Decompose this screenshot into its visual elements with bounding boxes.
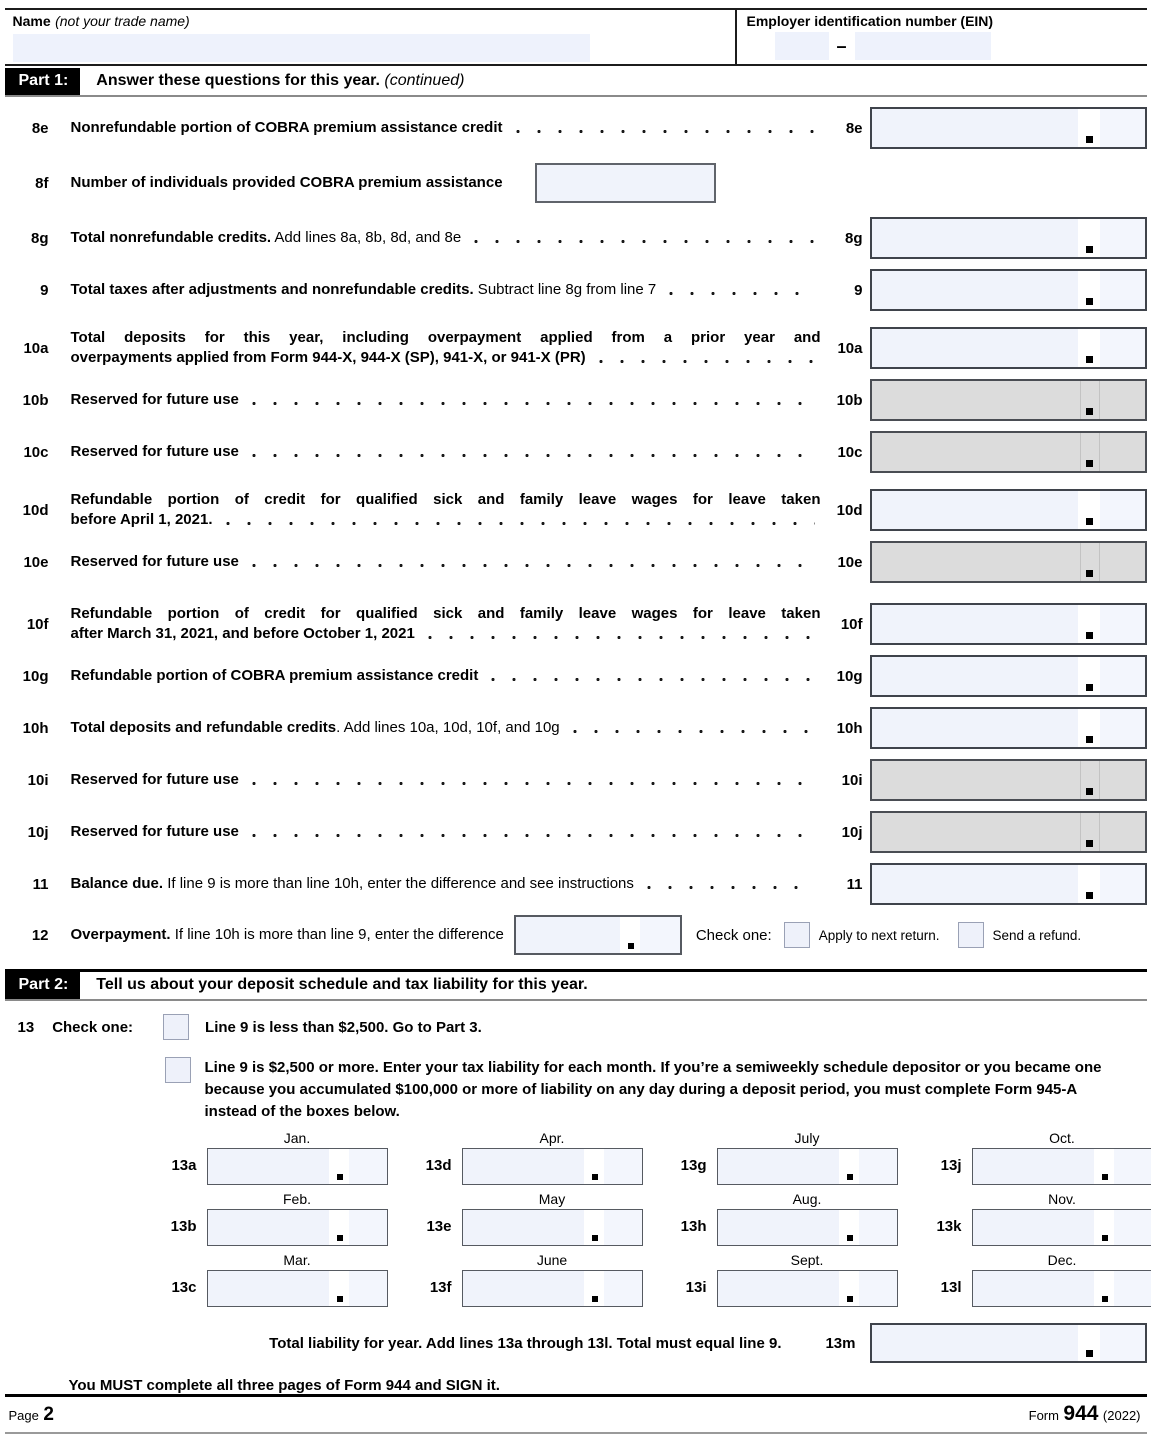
row-text: Total deposits and refundable credits bbox=[71, 719, 337, 736]
line-13k-amount-box[interactable] bbox=[972, 1209, 1151, 1246]
ein-first-input[interactable] bbox=[775, 32, 829, 60]
dot-leader bbox=[490, 677, 814, 682]
row-box-label: 9 bbox=[821, 282, 863, 299]
month-name: Mar. bbox=[207, 1252, 388, 1268]
row-number: 10d bbox=[5, 502, 49, 519]
overpayment-refund-label: Send a refund. bbox=[993, 928, 1082, 943]
decimal-point bbox=[1086, 356, 1093, 363]
month-cell-13a bbox=[157, 1130, 388, 1185]
decimal-point bbox=[1086, 684, 1093, 691]
row-text-line2: after March 31, 2021, and before October 1, 2021 bbox=[71, 625, 415, 642]
month-line-label: 13f bbox=[412, 1279, 452, 1296]
ein-dash: – bbox=[837, 36, 847, 57]
decimal-point bbox=[1086, 570, 1093, 577]
decimal-point bbox=[592, 1296, 598, 1302]
form-row-13m bbox=[5, 1323, 1147, 1363]
decimal-point bbox=[1086, 788, 1093, 795]
form-row-10c bbox=[5, 431, 1147, 473]
line-13b-amount-box[interactable] bbox=[207, 1209, 388, 1246]
sign-reminder-note: You MUST complete all three pages of Form 944 and SIGN it. bbox=[69, 1377, 1147, 1394]
row-number: 10h bbox=[5, 720, 49, 737]
row-box-label: 10f bbox=[821, 616, 863, 633]
row-text-line1: Total deposits for this year, including overpayment applied from a prior year and bbox=[71, 328, 821, 348]
dot-leader bbox=[251, 401, 815, 406]
form-row-10d bbox=[5, 489, 1147, 531]
form-row-10b bbox=[5, 379, 1147, 421]
decimal-point bbox=[1102, 1235, 1108, 1241]
line-13i-amount-box[interactable] bbox=[717, 1270, 898, 1307]
overpayment-apply-checkbox[interactable] bbox=[784, 922, 810, 948]
month-name: Aug. bbox=[717, 1191, 898, 1207]
line-10c-reserved-box bbox=[870, 431, 1147, 473]
month-cell-13g bbox=[667, 1130, 898, 1185]
line-10a-amount-box[interactable] bbox=[870, 327, 1147, 369]
dot-leader bbox=[572, 729, 815, 734]
form-row-10g bbox=[5, 655, 1147, 697]
line-13m-amount-box[interactable] bbox=[870, 1323, 1147, 1363]
line-13j-amount-box[interactable] bbox=[972, 1148, 1151, 1185]
line-8e-amount-box[interactable] bbox=[870, 107, 1147, 149]
row-text: Total nonrefundable credits. bbox=[71, 229, 272, 246]
row-number: 12 bbox=[5, 927, 49, 944]
row-box-label: 8e bbox=[821, 120, 863, 137]
month-line-label: 13j bbox=[922, 1157, 962, 1174]
decimal-point bbox=[1086, 736, 1093, 743]
row-text: Reserved for future use bbox=[71, 553, 239, 570]
form-row-10j bbox=[5, 811, 1147, 853]
month-line-label: 13b bbox=[157, 1218, 197, 1235]
month-cell-13k bbox=[922, 1191, 1151, 1246]
line-10b-reserved-box bbox=[870, 379, 1147, 421]
row-number: 8g bbox=[5, 230, 49, 247]
row-text: Reserved for future use bbox=[71, 443, 239, 460]
row-box-label: 10e bbox=[821, 554, 863, 571]
form-row-13-option2 bbox=[5, 1057, 1147, 1122]
form-row-9: 9 Total taxes after adjustments and nonrefundable credits. Subtract line 8g from line 7 9 bbox=[5, 269, 1147, 311]
name-hint: (not your trade name) bbox=[55, 13, 190, 29]
footer bbox=[5, 1394, 1147, 1434]
part2-header-bar bbox=[5, 969, 1147, 1001]
month-cell-13c bbox=[157, 1252, 388, 1307]
decimal-point bbox=[1102, 1174, 1108, 1180]
row-number: 10c bbox=[5, 444, 49, 461]
month-cell-13b bbox=[157, 1191, 388, 1246]
line-13h-amount-box[interactable] bbox=[717, 1209, 898, 1246]
month-name: Dec. bbox=[972, 1252, 1151, 1268]
line-10e-reserved-box bbox=[870, 541, 1147, 583]
identity-section bbox=[5, 8, 1147, 66]
line-10g-amount-box[interactable] bbox=[870, 655, 1147, 697]
name-cell bbox=[5, 10, 735, 64]
row-box-label: 10a bbox=[821, 340, 863, 357]
ein-cell bbox=[735, 10, 1147, 64]
row-text: Reserved for future use bbox=[71, 391, 239, 408]
row-box-label: 10j bbox=[821, 824, 863, 841]
form-944-page-2 bbox=[5, 0, 1147, 1386]
decimal-point bbox=[847, 1235, 853, 1241]
dot-leader bbox=[598, 359, 815, 364]
row-text: Reserved for future use bbox=[71, 823, 239, 840]
line-8g-amount-box[interactable] bbox=[870, 217, 1147, 259]
decimal-point bbox=[1086, 840, 1093, 847]
row-box-label: 8g bbox=[821, 230, 863, 247]
form-row-13 bbox=[5, 1014, 1147, 1040]
page-indicator: Page 2 bbox=[9, 1404, 54, 1426]
name-label: Name bbox=[13, 13, 51, 29]
total-liability-label: Total liability for year. Add lines 13a through 13l. Total must equal line 9. bbox=[5, 1335, 810, 1352]
row-number: 10b bbox=[5, 392, 49, 409]
month-name: Nov. bbox=[972, 1191, 1151, 1207]
monthly-liability-grid bbox=[5, 1130, 1147, 1307]
ein-fields bbox=[775, 32, 1137, 60]
line13-2500-or-more-checkbox[interactable] bbox=[165, 1057, 191, 1083]
form-row-10h: 10h Total deposits and refundable credits. Add lines 10a, 10d, 10f, and 10g 10h bbox=[5, 707, 1147, 749]
month-line-label: 13l bbox=[922, 1279, 962, 1296]
row-number: 10j bbox=[5, 824, 49, 841]
month-line-label: 13h bbox=[667, 1218, 707, 1235]
part1-continued: (continued) bbox=[384, 72, 464, 89]
month-line-label: 13k bbox=[922, 1218, 962, 1235]
row-text-line1: Refundable portion of credit for qualified sick and family leave wages for leave taken bbox=[71, 490, 821, 510]
line-10d-amount-box[interactable] bbox=[870, 489, 1147, 531]
month-line-label: 13i bbox=[667, 1279, 707, 1296]
decimal-point bbox=[1086, 518, 1093, 525]
decimal-point bbox=[1086, 246, 1093, 253]
decimal-point bbox=[1086, 632, 1093, 639]
ein-second-input[interactable] bbox=[855, 32, 991, 60]
form-row-10f bbox=[5, 603, 1147, 645]
part1-chip: Part 1: bbox=[5, 68, 81, 95]
row-text-line1: Refundable portion of credit for qualified sick and family leave wages for leave taken bbox=[71, 604, 821, 624]
form-row-10i bbox=[5, 759, 1147, 801]
row-text-line2: overpayments applied from Form 944-X, 944-X (SP), 941-X, or 941-X (PR) bbox=[71, 349, 586, 366]
row-box-label: 10h bbox=[821, 720, 863, 737]
row-box-label: 10c bbox=[821, 444, 863, 461]
cents-area bbox=[1100, 109, 1145, 147]
month-line-label: 13g bbox=[667, 1157, 707, 1174]
line-13l-amount-box[interactable] bbox=[972, 1270, 1151, 1307]
dot-leader bbox=[251, 833, 815, 838]
month-cell-13d bbox=[412, 1130, 643, 1185]
row-number: 10g bbox=[5, 668, 49, 685]
decimal-point bbox=[1086, 892, 1093, 899]
line-13g-amount-box[interactable] bbox=[717, 1148, 898, 1185]
row-box-label: 10i bbox=[821, 772, 863, 789]
form-row-12: 12 Overpayment. If line 10h is more than line 9, enter the difference Check one: Apply to next return. Send a refund. bbox=[5, 915, 1147, 955]
month-cell-13h bbox=[667, 1191, 898, 1246]
line-13e-amount-box[interactable] bbox=[462, 1209, 643, 1246]
dot-leader bbox=[646, 885, 815, 890]
form-row-10e bbox=[5, 541, 1147, 583]
dot-leader bbox=[251, 781, 815, 786]
line-8f-count-box[interactable] bbox=[535, 163, 716, 203]
line-13a-amount-box[interactable] bbox=[207, 1148, 388, 1185]
line-13f-amount-box[interactable] bbox=[462, 1270, 643, 1307]
row-text: Total taxes after adjustments and nonrefundable credits. bbox=[71, 281, 474, 298]
month-line-label: 13e bbox=[412, 1218, 452, 1235]
row-text-line2: before April 1, 2021. bbox=[71, 511, 213, 528]
row-box-label: 11 bbox=[821, 876, 863, 893]
row-number: 13 bbox=[18, 1019, 35, 1036]
decimal-point bbox=[847, 1174, 853, 1180]
month-name: July bbox=[717, 1130, 898, 1146]
overpayment-refund-checkbox[interactable] bbox=[958, 922, 984, 948]
dot-leader bbox=[225, 521, 815, 526]
line13-less-than-2500-checkbox[interactable] bbox=[163, 1014, 189, 1040]
overpayment-apply-label: Apply to next return. bbox=[819, 928, 940, 943]
month-line-label: 13d bbox=[412, 1157, 452, 1174]
form-row-10a bbox=[5, 327, 1147, 369]
row-text: Nonrefundable portion of COBRA premium assistance credit bbox=[71, 119, 503, 136]
line-10i-reserved-box bbox=[870, 759, 1147, 801]
row-number: 9 bbox=[5, 282, 49, 299]
line13-option1-label: Line 9 is less than $2,500. Go to Part 3. bbox=[205, 1019, 482, 1036]
row-text: Refundable portion of COBRA premium assistance credit bbox=[71, 667, 479, 684]
line-11-amount-box[interactable] bbox=[870, 863, 1147, 905]
decimal-point bbox=[1102, 1296, 1108, 1302]
name-input[interactable] bbox=[13, 34, 590, 62]
dot-leader bbox=[515, 129, 815, 134]
line-10h-amount-box[interactable] bbox=[870, 707, 1147, 749]
month-line-label: 13a bbox=[157, 1157, 197, 1174]
row-text: Overpayment. bbox=[71, 926, 171, 943]
row-box-label: 13m bbox=[810, 1335, 856, 1352]
month-line-label: 13c bbox=[157, 1279, 197, 1296]
line-9-amount-box[interactable] bbox=[870, 269, 1147, 311]
decimal-point bbox=[1086, 136, 1093, 143]
row-number: 8f bbox=[5, 175, 49, 192]
decimal-point bbox=[1086, 298, 1093, 305]
dot-leader bbox=[251, 563, 815, 568]
row-box-label: 10d bbox=[821, 502, 863, 519]
decimal-point bbox=[337, 1235, 343, 1241]
month-cell-13i bbox=[667, 1252, 898, 1307]
decimal-point bbox=[1086, 1350, 1093, 1357]
line-10f-amount-box[interactable] bbox=[870, 603, 1147, 645]
line-13d-amount-box[interactable] bbox=[462, 1148, 643, 1185]
dot-leader bbox=[427, 635, 815, 640]
month-name: Jan. bbox=[207, 1130, 388, 1146]
month-name: Apr. bbox=[462, 1130, 643, 1146]
row-number: 8e bbox=[5, 120, 49, 137]
decimal-point bbox=[337, 1296, 343, 1302]
decimal-point bbox=[847, 1296, 853, 1302]
name-label-row bbox=[13, 13, 727, 31]
month-name: Oct. bbox=[972, 1130, 1151, 1146]
form-row-8f bbox=[5, 163, 1147, 203]
month-name: Sept. bbox=[717, 1252, 898, 1268]
check-one-label: Check one: bbox=[52, 1019, 133, 1036]
ein-label: Employer identification number (EIN) bbox=[747, 13, 1137, 29]
line13-option2-label: Line 9 is $2,500 or more. Enter your tax liability for each month. If you’re a semiweekly schedule depositor or you became one because you accumulated $100,000 or more of liability on any day during a deposit period, you must complete Form 945-A instead of the boxes below. bbox=[205, 1057, 1110, 1122]
form-row-11: 11 Balance due. If line 9 is more than line 10h, enter the difference and see instructions 11 bbox=[5, 863, 1147, 905]
form-row-8e bbox=[5, 107, 1147, 149]
line-12-overpayment-amount-box[interactable] bbox=[514, 915, 682, 955]
month-cell-13e bbox=[412, 1191, 643, 1246]
row-number: 10a bbox=[5, 340, 49, 357]
form-indicator: Form 944 (2022) bbox=[1029, 1402, 1141, 1426]
month-cell-13f bbox=[412, 1252, 643, 1307]
row-text: Number of individuals provided COBRA premium assistance bbox=[71, 174, 503, 191]
form-row-8g: 8g Total nonrefundable credits. Add lines 8a, 8b, 8d, and 8e 8g bbox=[5, 217, 1147, 259]
row-number: 10f bbox=[5, 616, 49, 633]
check-one-label: Check one: bbox=[696, 927, 772, 944]
month-name: June bbox=[462, 1252, 643, 1268]
part2-title: Tell us about your deposit schedule and tax liability for this year. bbox=[80, 972, 587, 999]
dot-leader bbox=[251, 453, 815, 458]
line-10j-reserved-box bbox=[870, 811, 1147, 853]
decimal-point bbox=[337, 1174, 343, 1180]
row-number: 10e bbox=[5, 554, 49, 571]
decimal-point bbox=[592, 1174, 598, 1180]
month-cell-13l bbox=[922, 1252, 1151, 1307]
row-box-label: 10b bbox=[821, 392, 863, 409]
row-text: Reserved for future use bbox=[71, 771, 239, 788]
row-text: Balance due. bbox=[71, 875, 164, 892]
month-name: Feb. bbox=[207, 1191, 388, 1207]
decimal-point bbox=[592, 1235, 598, 1241]
dot-leader bbox=[668, 291, 814, 296]
part2-chip: Part 2: bbox=[5, 972, 81, 999]
line-13c-amount-box[interactable] bbox=[207, 1270, 388, 1307]
month-cell-13j bbox=[922, 1130, 1151, 1185]
dot-leader bbox=[473, 239, 814, 244]
row-number: 11 bbox=[5, 876, 49, 893]
decimal-point bbox=[628, 943, 634, 949]
month-name: May bbox=[462, 1191, 643, 1207]
decimal-point bbox=[1086, 460, 1093, 467]
part1-header-bar bbox=[5, 68, 1147, 97]
part1-title: Answer these questions for this year. (continued) bbox=[80, 68, 464, 95]
decimal-point bbox=[1086, 408, 1093, 415]
row-box-label: 10g bbox=[821, 668, 863, 685]
row-number: 10i bbox=[5, 772, 49, 789]
